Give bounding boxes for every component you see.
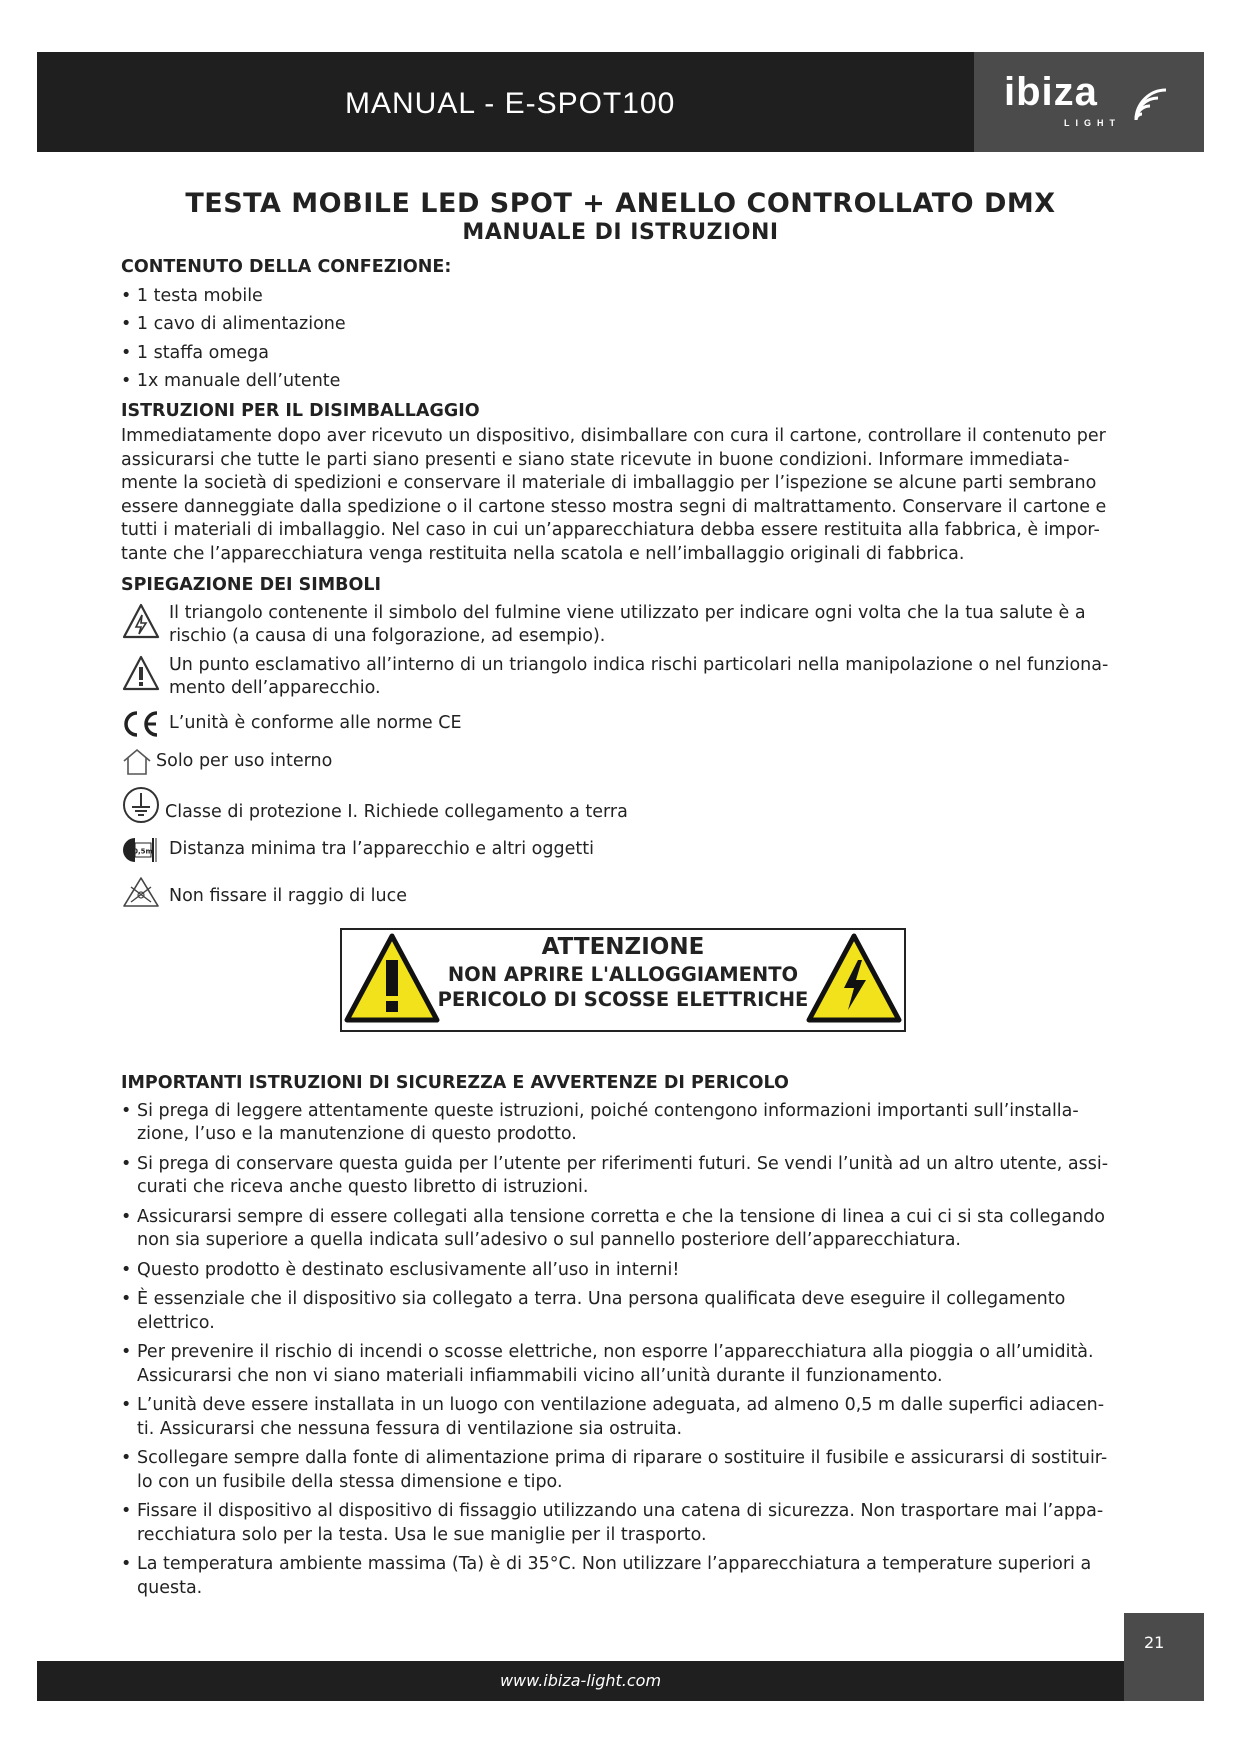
- unpacking-text: Immediatamente dopo aver ricevuto un dispositivo, disimballare con cura il cartone, controllare il contenuto per assicurarsi che tutte le parti siano presenti e siano state ricevute in buone condizioni. Informare immediata-mente la società di spedizioni e conservare il materiale di imballaggio per l’ispezione se alcune parti sembrano essere danneggiate dalla spedizione o il cartone stesso mostra segni di maltrattamento. Conservare il cartone e tutti i materiali di imballaggio. Nel caso in cui un’apparecchiatura debba essere restituita alla fabbrica, è impor-tante che l’apparecchiatura venga restituita nella scatola e nell’imballaggio originali di fabbrica.: [121, 426, 1107, 564]
- logo-subtext: LIGHT: [1064, 118, 1121, 128]
- document-subtitle: MANUALE DI ISTRUZIONI: [462, 220, 779, 245]
- list-item: • L’unità deve essere installata in un luogo con ventilazione adeguata, ad almeno 0,5 m dalle superfici adiacen-ti. Assicurarsi che nessuna fessura di ventilazione sia ostruita.: [121, 1394, 1121, 1441]
- lightning-triangle-icon: [121, 602, 161, 642]
- contents-heading: CONTENUTO DELLA CONFEZIONE:: [121, 257, 452, 277]
- list-item: • Si prega di conservare questa guida per l’utente per riferimenti futuri. Se vendi l’unità ad un altro utente, assi-curati che riceva anche questo libretto di istruzioni.: [121, 1153, 1121, 1200]
- symbol-row: [121, 875, 1121, 909]
- list-item: • Si prega di leggere attentamente queste istruzioni, poiché contengono informazioni importanti sull’installa-zione, l’uso e la manutenzione di questo prodotto.: [121, 1100, 1121, 1147]
- brand-logo: [974, 52, 1204, 152]
- document-title: TESTA MOBILE LED SPOT + ANELLO CONTROLLATO DMX: [185, 188, 1056, 219]
- ground-icon: [121, 785, 161, 825]
- symbol-description: Solo per uso interno: [156, 750, 333, 771]
- symbols-heading: SPIEGAZIONE DEI SIMBOLI: [121, 575, 382, 595]
- list-item: • 1 staffa omega: [121, 342, 269, 363]
- symbol-description: Classe di protezione I. Richiede collegamento a terra: [165, 802, 628, 822]
- distance-icon-label: 0,5m: [133, 847, 153, 855]
- manual-title: MANUAL - E-SPOT100: [345, 87, 676, 120]
- list-item: • Questo prodotto è destinato esclusivamente all’uso in interni!: [121, 1259, 1121, 1283]
- page-header: [37, 52, 1204, 152]
- page-footer: [37, 1661, 1124, 1701]
- list-item: • Assicurarsi sempre di essere collegati alla tensione corretta e che la tensione di linea a cui ci si sta collegando non sia superiore a quella indicata sull’adesivo o sul pannello posteriore dell’apparecchiatura.: [121, 1206, 1121, 1253]
- unpacking-heading: ISTRUZIONI PER IL DISIMBALLAGGIO: [121, 400, 480, 421]
- list-item: • 1 testa mobile: [121, 285, 263, 306]
- house-icon: [121, 747, 153, 777]
- safety-heading: IMPORTANTI ISTRUZIONI DI SICUREZZA E AVVERTENZE DI PERICOLO: [121, 1073, 789, 1093]
- list-item: • Per prevenire il rischio di incendi o scosse elettriche, non esporre l’apparecchiatura alla pioggia o all’umidità. Assicurarsi che non vi siano materiali infiammabili vicino all’unità durante il funzionamento.: [121, 1341, 1121, 1388]
- page-number: 21: [1144, 1633, 1165, 1652]
- symbol-row: [121, 602, 1121, 649]
- list-item: • La temperatura ambiente massima (Ta) è di 35°C. Non utilizzare l’apparecchiatura a temperature superiori a questa.: [121, 1553, 1121, 1600]
- wifi-waves-icon: [1132, 86, 1176, 122]
- warning-text: NON APRIRE L'ALLOGGIAMENTO: [447, 963, 799, 986]
- footer-url[interactable]: www.ibiza-light.com: [499, 1671, 662, 1690]
- symbol-row: [121, 747, 1121, 777]
- warning-title: ATTENZIONE: [541, 934, 705, 960]
- logo-text: ibiza: [1004, 70, 1098, 114]
- symbol-description: Un punto esclamativo all’interno di un triangolo indica rischi particolari nella manipolazione o nel funziona-mento dell’apparecchio.: [169, 654, 1109, 698]
- page-number-box: [1124, 1613, 1204, 1701]
- distance-icon: [121, 835, 161, 865]
- symbol-description: Il triangolo contenente il simbolo del fulmine viene utilizzato per indicare ogni volta che la tua salute è a rischio (a causa di una folgorazione, ad esempio).: [169, 602, 1086, 646]
- list-item: • Scollegare sempre dalla fonte di alimentazione prima di riparare o sostituire il fusibile e assicurarsi di sostituir-lo con un fusibile della stessa dimensione e tipo.: [121, 1447, 1121, 1494]
- list-item: • È essenziale che il dispositivo sia collegato a terra. Una persona qualificata deve eseguire il collegamento elettrico.: [121, 1288, 1121, 1335]
- symbol-description: Distanza minima tra l’apparecchio e altri oggetti: [169, 838, 594, 859]
- safety-list: [121, 1100, 1121, 1601]
- list-item: • 1 cavo di alimentazione: [121, 314, 346, 334]
- ce-mark-icon: [121, 709, 161, 739]
- symbol-row: [121, 709, 1121, 739]
- exclamation-triangle-icon: [121, 654, 161, 694]
- no-stare-icon: [121, 875, 161, 909]
- symbol-description: Non fissare il raggio di luce: [169, 886, 408, 906]
- warning-box: [340, 928, 906, 1032]
- safety-section: [121, 1072, 1121, 1606]
- main-content: [121, 256, 1121, 909]
- list-item: • Fissare il dispositivo al dispositivo di fissaggio utilizzando una catena di sicurezza. Non trasportare mai l’appa-recchiatura solo per la testa. Usa le sue maniglie per il trasporto.: [121, 1500, 1121, 1547]
- symbol-row: [121, 654, 1121, 701]
- list-item: • 1x manuale dell’utente: [121, 371, 341, 391]
- symbol-row: [121, 835, 1121, 865]
- warning-text: PERICOLO DI SCOSSE ELETTRICHE: [437, 988, 809, 1011]
- symbol-row: [121, 785, 1121, 825]
- symbol-description: L’unità è conforme alle norme CE: [169, 712, 462, 733]
- contents-list: [121, 285, 1121, 394]
